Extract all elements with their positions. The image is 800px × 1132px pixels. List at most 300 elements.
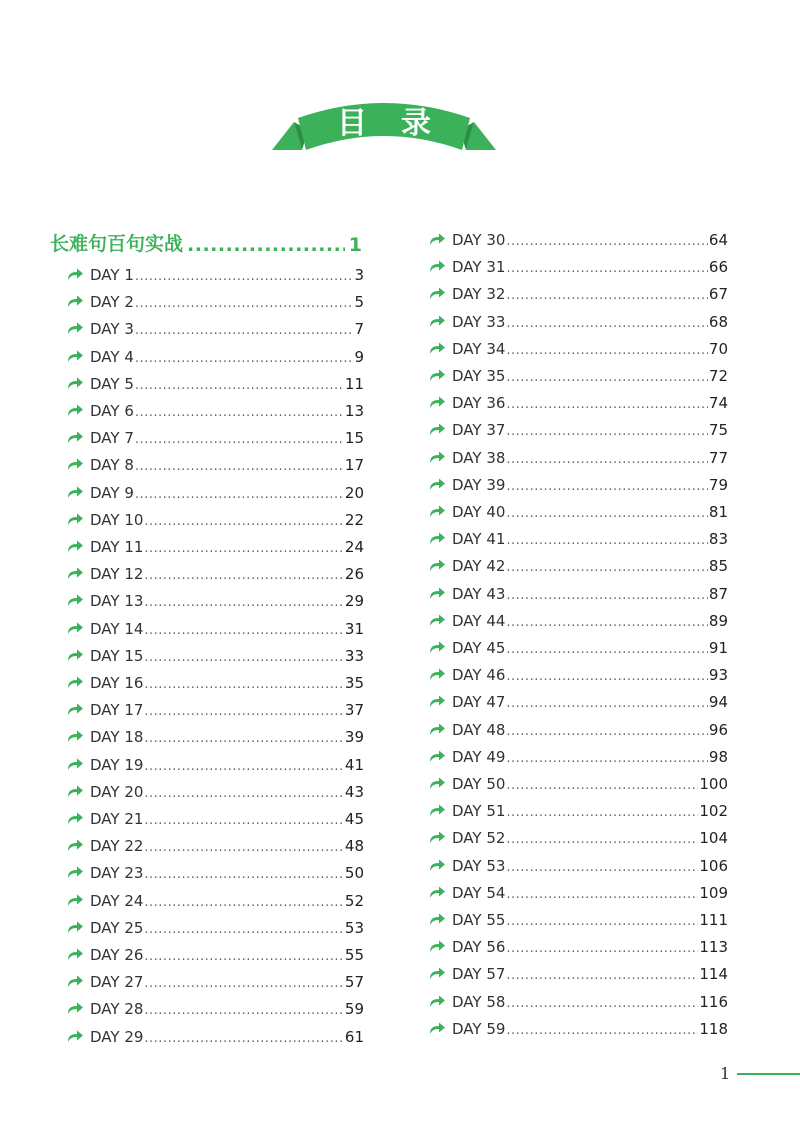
entry-page-number: 17 bbox=[344, 456, 364, 475]
forward-arrow-icon bbox=[66, 376, 84, 390]
entry-page-number: 43 bbox=[344, 782, 364, 801]
toc-entry[interactable] bbox=[428, 388, 728, 412]
toc-entry[interactable] bbox=[66, 641, 364, 665]
forward-arrow-icon bbox=[428, 341, 446, 355]
toc-entry[interactable] bbox=[66, 260, 364, 284]
leader-dots bbox=[144, 813, 344, 828]
forward-arrow-icon bbox=[66, 702, 84, 716]
toc-entry[interactable] bbox=[428, 524, 728, 548]
entry-label: DAY 30 bbox=[452, 231, 506, 249]
entry-label: DAY 33 bbox=[452, 312, 506, 331]
leader-dots bbox=[144, 1003, 344, 1018]
forward-arrow-icon bbox=[428, 395, 446, 409]
toc-entry[interactable] bbox=[428, 334, 728, 358]
entry-page-number: 20 bbox=[344, 483, 364, 502]
toc-entry[interactable] bbox=[66, 750, 364, 774]
forward-arrow-icon bbox=[428, 558, 446, 572]
forward-arrow-icon bbox=[428, 830, 446, 844]
toc-entry[interactable] bbox=[66, 913, 364, 937]
leader-dots bbox=[144, 568, 344, 583]
entry-label: DAY 25 bbox=[90, 918, 144, 937]
leader-dots bbox=[506, 832, 698, 847]
toc-entry[interactable] bbox=[66, 287, 364, 311]
entry-label: DAY 53 bbox=[452, 856, 506, 875]
entry-page-number: 67 bbox=[708, 285, 728, 304]
footer-rule bbox=[737, 1073, 800, 1075]
toc-entry[interactable] bbox=[428, 307, 728, 331]
leader-dots bbox=[506, 669, 708, 684]
leader-dots bbox=[506, 724, 708, 739]
toc-entry[interactable] bbox=[66, 423, 364, 447]
forward-arrow-icon bbox=[66, 974, 84, 988]
entry-label: DAY 59 bbox=[452, 1019, 506, 1038]
leader-dots bbox=[506, 397, 708, 412]
entry-label: DAY 36 bbox=[452, 394, 506, 413]
entry-page-number: 64 bbox=[708, 231, 728, 249]
entry-page-number: 75 bbox=[708, 421, 728, 440]
forward-arrow-icon bbox=[66, 267, 84, 281]
entry-page-number: 57 bbox=[344, 973, 364, 992]
forward-arrow-icon bbox=[66, 947, 84, 961]
entry-page-number: 22 bbox=[344, 510, 364, 529]
leader-dots bbox=[506, 424, 708, 439]
forward-arrow-icon bbox=[66, 566, 84, 580]
entry-label: DAY 1 bbox=[90, 266, 134, 284]
toc-entry[interactable] bbox=[428, 361, 728, 385]
entry-page-number: 53 bbox=[344, 918, 364, 937]
leader-dots bbox=[506, 751, 708, 766]
leader-dots bbox=[144, 759, 344, 774]
toc-entry[interactable] bbox=[428, 443, 728, 467]
leader-dots bbox=[135, 269, 354, 284]
leader-dots bbox=[187, 234, 345, 256]
entry-label: DAY 20 bbox=[90, 782, 144, 801]
forward-arrow-icon bbox=[66, 757, 84, 771]
leader-dots bbox=[144, 949, 344, 964]
entry-label: DAY 49 bbox=[452, 747, 506, 766]
entry-label: DAY 17 bbox=[90, 701, 144, 720]
page-number: 1 bbox=[720, 1064, 731, 1083]
page-title: 目录 bbox=[337, 106, 465, 141]
leader-dots bbox=[144, 1031, 344, 1046]
leader-dots bbox=[144, 677, 344, 692]
toc-entry[interactable] bbox=[66, 450, 364, 474]
leader-dots bbox=[135, 296, 354, 311]
section-page-number: 1 bbox=[348, 234, 362, 256]
toc-entry[interactable] bbox=[66, 478, 364, 502]
leader-dots bbox=[144, 731, 344, 746]
entry-page-number: 118 bbox=[699, 1019, 728, 1038]
leader-dots bbox=[144, 840, 344, 855]
entry-page-number: 13 bbox=[344, 402, 364, 420]
entry-label: DAY 31 bbox=[452, 258, 506, 277]
leader-dots bbox=[506, 343, 708, 358]
entry-label: DAY 45 bbox=[452, 639, 506, 657]
forward-arrow-icon bbox=[428, 314, 446, 328]
entry-label: DAY 24 bbox=[90, 891, 144, 910]
leader-dots bbox=[506, 533, 708, 548]
forward-arrow-icon bbox=[66, 893, 84, 907]
toc-entry[interactable] bbox=[428, 551, 728, 575]
toc-entry[interactable] bbox=[428, 687, 728, 711]
entry-page-number: 5 bbox=[354, 293, 364, 312]
forward-arrow-icon bbox=[428, 912, 446, 926]
leader-dots bbox=[135, 351, 354, 366]
entry-label: DAY 21 bbox=[90, 810, 144, 828]
toc-entry[interactable] bbox=[428, 878, 728, 902]
entry-label: DAY 57 bbox=[452, 965, 506, 984]
forward-arrow-icon bbox=[428, 586, 446, 600]
entry-label: DAY 19 bbox=[90, 755, 144, 774]
entry-page-number: 39 bbox=[344, 728, 364, 747]
toc-entry[interactable] bbox=[66, 505, 364, 529]
entry-label: DAY 43 bbox=[452, 584, 506, 603]
entry-page-number: 94 bbox=[708, 693, 728, 712]
toc-entry[interactable] bbox=[428, 415, 728, 439]
entry-page-number: 41 bbox=[344, 755, 364, 774]
leader-dots bbox=[506, 778, 698, 793]
toc-entry[interactable] bbox=[66, 614, 364, 638]
leader-dots bbox=[144, 704, 344, 719]
entry-label: DAY 44 bbox=[452, 611, 506, 630]
title-banner bbox=[268, 92, 500, 158]
leader-dots bbox=[144, 895, 344, 910]
entry-label: DAY 26 bbox=[90, 946, 144, 964]
forward-arrow-icon bbox=[428, 749, 446, 763]
section-title-text: 长难句百句实战 bbox=[50, 233, 184, 255]
entry-page-number: 9 bbox=[354, 347, 364, 366]
entry-label: DAY 10 bbox=[90, 510, 144, 529]
leader-dots bbox=[144, 922, 344, 937]
leader-dots bbox=[506, 479, 708, 494]
forward-arrow-icon bbox=[66, 920, 84, 934]
toc-entry[interactable] bbox=[428, 633, 728, 657]
forward-arrow-icon bbox=[66, 865, 84, 879]
forward-arrow-icon bbox=[66, 539, 84, 553]
forward-arrow-icon bbox=[428, 286, 446, 300]
leader-dots bbox=[135, 323, 354, 338]
entry-page-number: 114 bbox=[699, 965, 728, 984]
leader-dots bbox=[506, 615, 708, 630]
leader-dots bbox=[135, 405, 344, 420]
entry-label: DAY 47 bbox=[452, 693, 506, 712]
entry-page-number: 79 bbox=[708, 475, 728, 494]
forward-arrow-icon bbox=[428, 368, 446, 382]
entry-label: DAY 34 bbox=[452, 339, 506, 358]
leader-dots bbox=[135, 378, 344, 393]
entry-label: DAY 16 bbox=[90, 674, 144, 692]
leader-dots bbox=[506, 288, 708, 303]
toc-entry[interactable] bbox=[66, 967, 364, 991]
toc-entry[interactable] bbox=[428, 823, 728, 847]
forward-arrow-icon bbox=[428, 858, 446, 872]
toc-section-heading[interactable] bbox=[50, 228, 362, 256]
forward-arrow-icon bbox=[66, 294, 84, 308]
entry-page-number: 100 bbox=[699, 775, 728, 793]
toc-entry[interactable] bbox=[66, 369, 364, 393]
toc-entry[interactable] bbox=[66, 722, 364, 746]
forward-arrow-icon bbox=[428, 1021, 446, 1035]
entry-label: DAY 27 bbox=[90, 973, 144, 992]
toc-entry[interactable] bbox=[428, 660, 728, 684]
forward-arrow-icon bbox=[66, 321, 84, 335]
entry-page-number: 91 bbox=[708, 639, 728, 657]
entry-label: DAY 50 bbox=[452, 775, 506, 793]
leader-dots bbox=[144, 976, 344, 991]
entry-label: DAY 9 bbox=[90, 483, 134, 502]
leader-dots bbox=[135, 487, 344, 502]
entry-page-number: 50 bbox=[344, 864, 364, 883]
toc-entry[interactable] bbox=[428, 225, 728, 249]
forward-arrow-icon bbox=[66, 485, 84, 499]
entry-page-number: 83 bbox=[708, 530, 728, 549]
leader-dots bbox=[506, 968, 698, 983]
toc-entry[interactable] bbox=[66, 668, 364, 692]
entry-page-number: 48 bbox=[344, 837, 364, 856]
entry-page-number: 37 bbox=[344, 701, 364, 720]
leader-dots bbox=[506, 914, 698, 929]
toc-entry[interactable] bbox=[66, 831, 364, 855]
entry-label: DAY 2 bbox=[90, 293, 134, 312]
entry-page-number: 106 bbox=[699, 856, 728, 875]
entry-label: DAY 15 bbox=[90, 646, 144, 665]
entry-page-number: 74 bbox=[708, 394, 728, 413]
forward-arrow-icon bbox=[66, 648, 84, 662]
entry-page-number: 87 bbox=[708, 584, 728, 603]
entry-page-number: 26 bbox=[344, 565, 364, 584]
leader-dots bbox=[144, 786, 344, 801]
entry-page-number: 113 bbox=[699, 938, 728, 957]
forward-arrow-icon bbox=[428, 994, 446, 1008]
forward-arrow-icon bbox=[428, 640, 446, 654]
forward-arrow-icon bbox=[428, 259, 446, 273]
entry-label: DAY 5 bbox=[90, 374, 134, 393]
entry-page-number: 93 bbox=[708, 666, 728, 685]
entry-page-number: 111 bbox=[699, 911, 728, 929]
entry-page-number: 98 bbox=[708, 747, 728, 766]
toc-entry[interactable] bbox=[428, 715, 728, 739]
entry-page-number: 3 bbox=[354, 266, 364, 284]
forward-arrow-icon bbox=[66, 729, 84, 743]
entry-label: DAY 14 bbox=[90, 619, 144, 638]
entry-page-number: 59 bbox=[344, 1000, 364, 1019]
toc-entry[interactable] bbox=[428, 932, 728, 956]
forward-arrow-icon bbox=[66, 457, 84, 471]
forward-arrow-icon bbox=[428, 531, 446, 545]
leader-dots bbox=[144, 623, 344, 638]
forward-arrow-icon bbox=[428, 422, 446, 436]
toc-entry[interactable] bbox=[428, 1014, 728, 1038]
entry-label: DAY 23 bbox=[90, 864, 144, 883]
leader-dots bbox=[144, 541, 344, 556]
forward-arrow-icon bbox=[66, 784, 84, 798]
toc-entry[interactable] bbox=[428, 470, 728, 494]
toc-entry[interactable] bbox=[66, 586, 364, 610]
entry-label: DAY 38 bbox=[452, 448, 506, 467]
entry-label: DAY 18 bbox=[90, 728, 144, 747]
entry-page-number: 104 bbox=[699, 829, 728, 848]
forward-arrow-icon bbox=[66, 621, 84, 635]
entry-label: DAY 7 bbox=[90, 429, 134, 448]
entry-page-number: 68 bbox=[708, 312, 728, 331]
entry-page-number: 31 bbox=[344, 619, 364, 638]
entry-label: DAY 37 bbox=[452, 421, 506, 440]
toc-entry[interactable] bbox=[428, 742, 728, 766]
entry-page-number: 72 bbox=[708, 367, 728, 385]
toc-entry[interactable] bbox=[66, 804, 364, 828]
entry-label: DAY 46 bbox=[452, 666, 506, 685]
forward-arrow-icon bbox=[66, 1029, 84, 1043]
toc-entry[interactable] bbox=[66, 994, 364, 1018]
leader-dots bbox=[506, 261, 708, 276]
leader-dots bbox=[506, 1023, 698, 1038]
forward-arrow-icon bbox=[428, 504, 446, 518]
toc-entry[interactable] bbox=[66, 695, 364, 719]
entry-label: DAY 32 bbox=[452, 285, 506, 304]
leader-dots bbox=[144, 867, 344, 882]
forward-arrow-icon bbox=[428, 477, 446, 491]
entry-label: DAY 12 bbox=[90, 565, 144, 584]
entry-page-number: 102 bbox=[699, 802, 728, 821]
leader-dots bbox=[506, 941, 698, 956]
forward-arrow-icon bbox=[428, 613, 446, 627]
toc-entry[interactable] bbox=[66, 886, 364, 910]
entry-label: DAY 56 bbox=[452, 938, 506, 957]
leader-dots bbox=[506, 316, 708, 331]
forward-arrow-icon bbox=[66, 403, 84, 417]
leader-dots bbox=[144, 514, 344, 529]
leader-dots bbox=[135, 432, 344, 447]
toc-entry[interactable] bbox=[428, 579, 728, 603]
forward-arrow-icon bbox=[66, 675, 84, 689]
entry-label: DAY 41 bbox=[452, 530, 506, 549]
forward-arrow-icon bbox=[428, 939, 446, 953]
entry-page-number: 85 bbox=[708, 557, 728, 576]
leader-dots bbox=[506, 642, 708, 657]
entry-label: DAY 42 bbox=[452, 557, 506, 576]
entry-page-number: 33 bbox=[344, 646, 364, 665]
toc-entry[interactable] bbox=[428, 252, 728, 276]
entry-label: DAY 4 bbox=[90, 347, 134, 366]
entry-label: DAY 29 bbox=[90, 1027, 144, 1046]
toc-entry[interactable] bbox=[428, 279, 728, 303]
entry-page-number: 77 bbox=[708, 448, 728, 467]
forward-arrow-icon bbox=[66, 349, 84, 363]
entry-label: DAY 3 bbox=[90, 320, 134, 339]
toc-entry[interactable] bbox=[428, 606, 728, 630]
leader-dots bbox=[506, 805, 698, 820]
forward-arrow-icon bbox=[66, 811, 84, 825]
forward-arrow-icon bbox=[428, 694, 446, 708]
forward-arrow-icon bbox=[66, 512, 84, 526]
forward-arrow-icon bbox=[66, 430, 84, 444]
entry-label: DAY 52 bbox=[452, 829, 506, 848]
entry-label: DAY 40 bbox=[452, 503, 506, 521]
entry-label: DAY 11 bbox=[90, 538, 144, 556]
toc-entry[interactable] bbox=[66, 940, 364, 964]
leader-dots bbox=[506, 588, 708, 603]
leader-dots bbox=[506, 506, 708, 521]
entry-page-number: 52 bbox=[344, 891, 364, 910]
leader-dots bbox=[506, 860, 698, 875]
toc-entry[interactable] bbox=[66, 314, 364, 338]
forward-arrow-icon bbox=[428, 232, 446, 246]
toc-entry[interactable] bbox=[428, 959, 728, 983]
entry-label: DAY 8 bbox=[90, 456, 134, 475]
leader-dots bbox=[506, 452, 708, 467]
entry-page-number: 116 bbox=[699, 992, 728, 1011]
entry-page-number: 7 bbox=[354, 320, 364, 339]
toc-entry[interactable] bbox=[428, 769, 728, 793]
leader-dots bbox=[506, 696, 708, 711]
entry-label: DAY 39 bbox=[452, 475, 506, 494]
toc-entry[interactable] bbox=[66, 1022, 364, 1046]
entry-label: DAY 54 bbox=[452, 883, 506, 902]
entry-label: DAY 22 bbox=[90, 837, 144, 856]
entry-page-number: 29 bbox=[344, 592, 364, 611]
entry-page-number: 66 bbox=[708, 258, 728, 277]
entry-label: DAY 51 bbox=[452, 802, 506, 821]
leader-dots bbox=[506, 996, 698, 1011]
entry-label: DAY 35 bbox=[452, 367, 506, 385]
leader-dots bbox=[506, 560, 708, 575]
entry-page-number: 96 bbox=[708, 720, 728, 739]
entry-page-number: 89 bbox=[708, 611, 728, 630]
entry-label: DAY 6 bbox=[90, 402, 134, 420]
entry-page-number: 81 bbox=[708, 503, 728, 521]
forward-arrow-icon bbox=[66, 1001, 84, 1015]
entry-page-number: 55 bbox=[344, 946, 364, 964]
toc-entry[interactable] bbox=[428, 851, 728, 875]
toc-entry[interactable] bbox=[428, 796, 728, 820]
leader-dots bbox=[135, 459, 344, 474]
entry-page-number: 61 bbox=[344, 1027, 364, 1046]
toc-entry[interactable] bbox=[428, 497, 728, 521]
leader-dots bbox=[144, 650, 344, 665]
entry-page-number: 45 bbox=[344, 810, 364, 828]
forward-arrow-icon bbox=[428, 776, 446, 790]
toc-entry[interactable] bbox=[428, 905, 728, 929]
entry-page-number: 11 bbox=[344, 374, 364, 393]
toc-entry[interactable] bbox=[66, 532, 364, 556]
entry-page-number: 15 bbox=[344, 429, 364, 448]
forward-arrow-icon bbox=[428, 450, 446, 464]
forward-arrow-icon bbox=[428, 803, 446, 817]
leader-dots bbox=[506, 370, 708, 385]
toc-entry[interactable] bbox=[428, 987, 728, 1011]
forward-arrow-icon bbox=[66, 593, 84, 607]
entry-page-number: 24 bbox=[344, 538, 364, 556]
toc-entry[interactable] bbox=[66, 777, 364, 801]
forward-arrow-icon bbox=[428, 966, 446, 980]
entry-label: DAY 48 bbox=[452, 720, 506, 739]
leader-dots bbox=[144, 595, 344, 610]
forward-arrow-icon bbox=[428, 885, 446, 899]
entry-label: DAY 55 bbox=[452, 911, 506, 929]
toc-entry[interactable] bbox=[66, 559, 364, 583]
entry-page-number: 35 bbox=[344, 674, 364, 692]
toc-entry[interactable] bbox=[66, 342, 364, 366]
leader-dots bbox=[506, 234, 708, 249]
forward-arrow-icon bbox=[66, 838, 84, 852]
entry-label: DAY 58 bbox=[452, 992, 506, 1011]
entry-page-number: 109 bbox=[699, 883, 728, 902]
toc-entry[interactable] bbox=[66, 396, 364, 420]
entry-page-number: 70 bbox=[708, 339, 728, 358]
toc-entry[interactable] bbox=[66, 858, 364, 882]
entry-label: DAY 13 bbox=[90, 592, 144, 611]
leader-dots bbox=[506, 887, 698, 902]
